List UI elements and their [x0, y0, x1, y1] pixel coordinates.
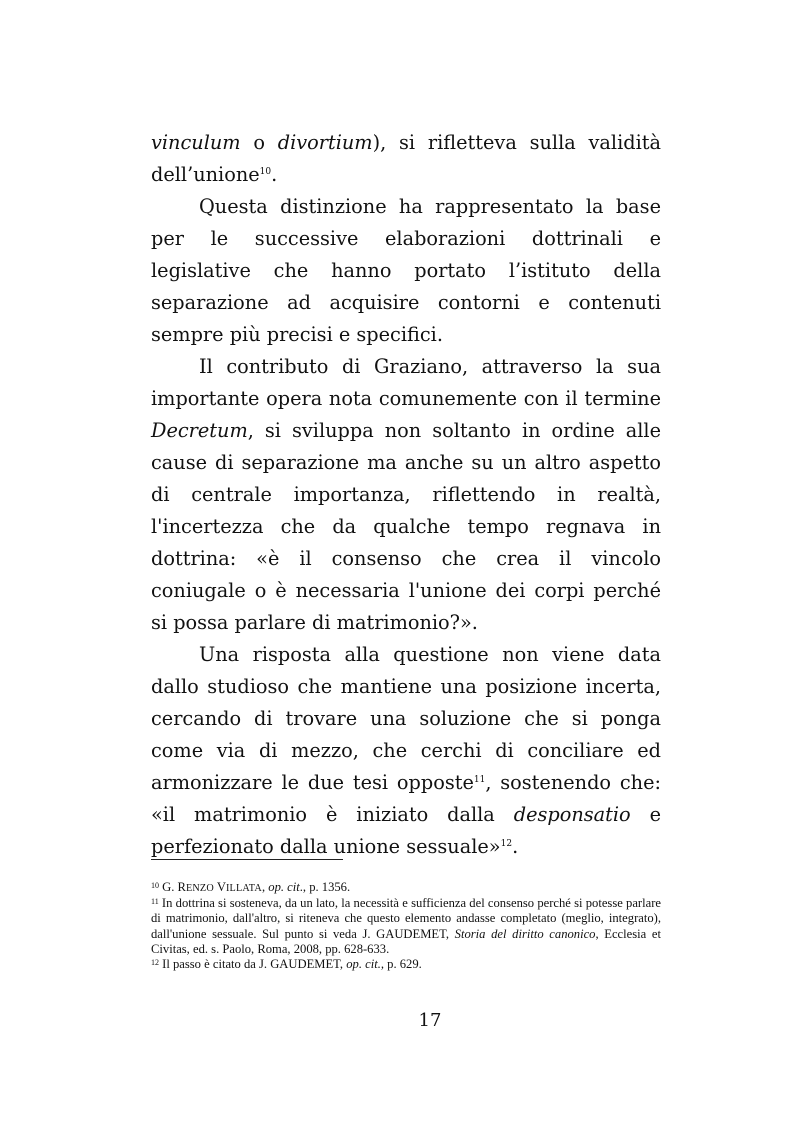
paragraph-4: Una risposta alla questione non viene data dallo studioso che mantiene una posizione incerta, cercando di trovare una soluzione che si ponga come via di mezzo, che cerchi di conciliare ed armonizzare le due tesi opposte$^{11}$, sostenendo che: «il matrimonio è iniziato dalla desponsatio e perfezionato dalla unione sessuale»$^{12}$. [151, 643, 662, 858]
footnotes [151, 880, 661, 972]
footnote-ref-10: 10 [259, 167, 272, 177]
footnote-10: $^{10}$ G. RENZO VILLATA, op. cit., p. 1356. [151, 880, 351, 894]
footnote-divider [151, 859, 343, 860]
paragraph-1: vinculum o divortium), si rifletteva sulla validità dell’unione$^{10}$. [151, 131, 662, 186]
footnote-ref-11: 11 [473, 775, 486, 785]
paragraph-2: Questa distinzione ha rappresentato la base per le successive elaborazioni dottrinali e legislative che hanno portato l’istituto della separazione ad acquisire contorni e contenuti sempre più precisi e specifici. [151, 195, 661, 346]
footnote-11: $^{11}$ In dottrina si sosteneva, da un lato, la necessità e sufficienza del consenso perché si potesse parlare di matrimonio, dall'altro, si riteneva che questo elemento andasse completato (meglio, integrato), dall'unione sessuale. Sul punto si veda J. GAUDEMET, Storia del diritto canonico, Ecclesia et Civitas, ed. s. Paolo, Roma, 2008, pp. 628-633. [151, 896, 661, 956]
body-text [151, 127, 661, 863]
footnote-12: $^{12}$ Il passo è citato da J. GAUDEMET, op. cit., p. 629. [151, 957, 422, 972]
page-number: 17 [418, 1010, 442, 1031]
paragraph-3: Il contributo di Graziano, attraverso la sua importante opera nota comunemente con il termine Decretum, si sviluppa non soltanto in ordine alle cause di separazione ma anche su un altro aspetto di centrale importanza, riflettendo in realtà, l'incertezza che da qualche tempo regnava in dottrina: «è il consenso che crea il vincolo coniugale o è necessaria l'unione dei corpi perché si possa parlare di matrimonio?». [151, 355, 661, 634]
footnote-ref-12: 12 [500, 839, 513, 849]
